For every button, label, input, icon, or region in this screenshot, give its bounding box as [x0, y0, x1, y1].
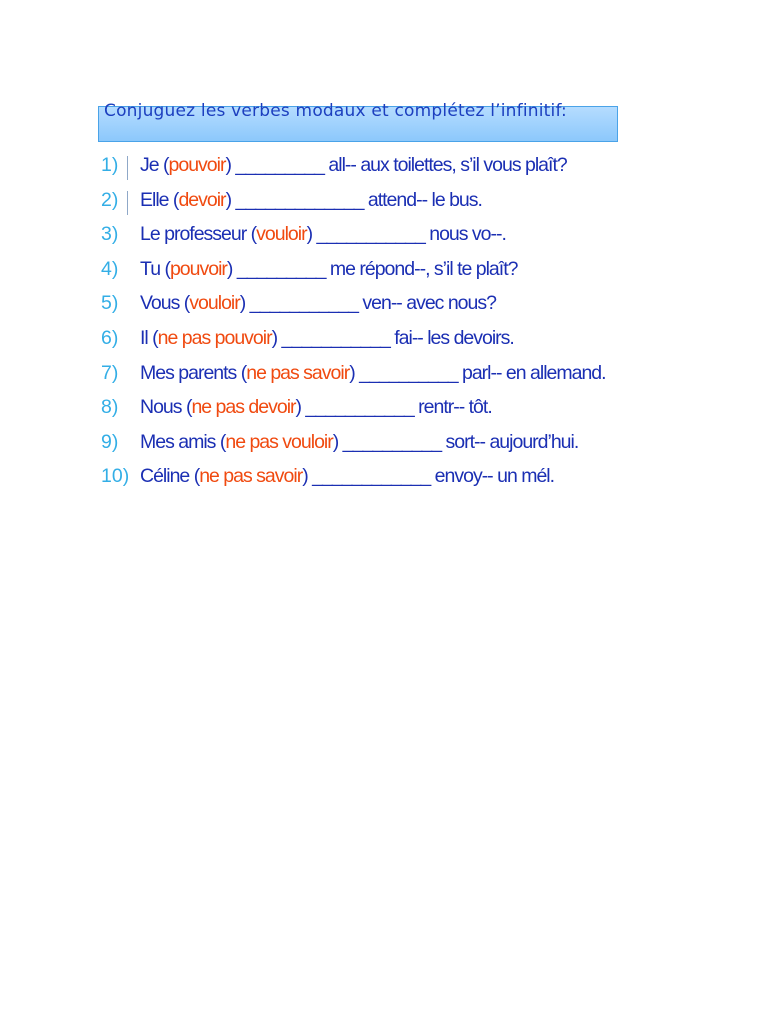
item-number: 10) — [101, 465, 130, 488]
exercise-item — [0, 292, 768, 318]
exercise-item — [0, 465, 768, 491]
item-number: 3) — [101, 223, 119, 246]
item-sentence — [140, 292, 620, 315]
item-rest: ) __________ parl-- en allemand. — [349, 361, 606, 384]
exercise-item — [0, 223, 768, 249]
exercise-item — [0, 154, 768, 180]
item-verb: ne pas vouloir — [225, 430, 333, 453]
item-number: 1) — [101, 154, 119, 176]
item-subject: Il ( — [140, 326, 158, 349]
item-sentence — [140, 327, 620, 350]
item-subject: Mes amis ( — [140, 430, 226, 453]
instruction-title: Conjuguez les verbes modaux et complétez l’infinitif: — [104, 101, 567, 121]
item-subject: Le professeur ( — [140, 223, 257, 246]
item-number: 2) — [101, 188, 119, 211]
item-subject: Vous ( — [140, 292, 190, 315]
item-verb: vouloir — [189, 292, 240, 315]
exercise-item — [0, 431, 768, 457]
item-rest: ) _____________ attend-- le bus. — [225, 188, 482, 211]
item-number: 6) — [101, 326, 119, 349]
item-rest: ) ___________ rentr-- tôt. — [295, 396, 492, 419]
exercise-list — [0, 154, 768, 500]
item-verb: pouvoir — [168, 154, 226, 176]
item-subject: Nous ( — [140, 396, 192, 419]
exercise-item — [0, 258, 768, 284]
item-verb: pouvoir — [169, 257, 227, 280]
item-sentence — [140, 154, 620, 177]
item-verb: ne pas savoir — [246, 361, 350, 384]
item-rest: ) _________ all-- aux toilettes, s’il vous plaît? — [225, 154, 567, 176]
exercise-item — [0, 362, 768, 388]
item-verb: ne pas devoir — [191, 396, 296, 419]
item-rest: ) ___________ ven-- avec nous? — [239, 292, 496, 315]
item-sentence — [140, 258, 620, 281]
item-rest: ) __________ sort-- aujourd’hui. — [332, 430, 579, 453]
item-sentence — [140, 189, 620, 212]
item-rest: ) ____________ envoy-- un mél. — [302, 465, 555, 488]
item-number: 7) — [101, 361, 119, 384]
exercise-item — [0, 189, 768, 215]
item-verb: ne pas savoir — [199, 465, 303, 488]
text-cursor — [127, 191, 128, 215]
item-subject: Elle ( — [140, 188, 179, 211]
item-number: 5) — [101, 292, 119, 315]
item-verb: ne pas pouvoir — [157, 326, 272, 349]
item-sentence — [140, 465, 620, 488]
item-number: 8) — [101, 396, 119, 419]
item-sentence — [140, 223, 620, 246]
item-verb: devoir — [178, 188, 226, 211]
item-subject: Tu ( — [140, 257, 170, 280]
exercise-item — [0, 396, 768, 422]
item-rest: ) _________ me répond--, s’il te plaît? — [226, 257, 518, 280]
item-rest: ) ___________ fai-- les devoirs. — [271, 326, 514, 349]
item-number: 9) — [101, 430, 119, 453]
exercise-item — [0, 327, 768, 353]
item-number: 4) — [101, 257, 119, 280]
item-sentence — [140, 396, 620, 419]
text-cursor — [127, 156, 128, 180]
item-sentence — [140, 362, 620, 385]
item-rest: ) ___________ nous vo--. — [306, 223, 506, 246]
item-sentence — [140, 431, 620, 454]
item-subject: Céline ( — [140, 465, 200, 488]
item-subject: Mes parents ( — [140, 361, 247, 384]
item-subject: Je ( — [140, 154, 169, 176]
item-verb: vouloir — [256, 223, 307, 246]
